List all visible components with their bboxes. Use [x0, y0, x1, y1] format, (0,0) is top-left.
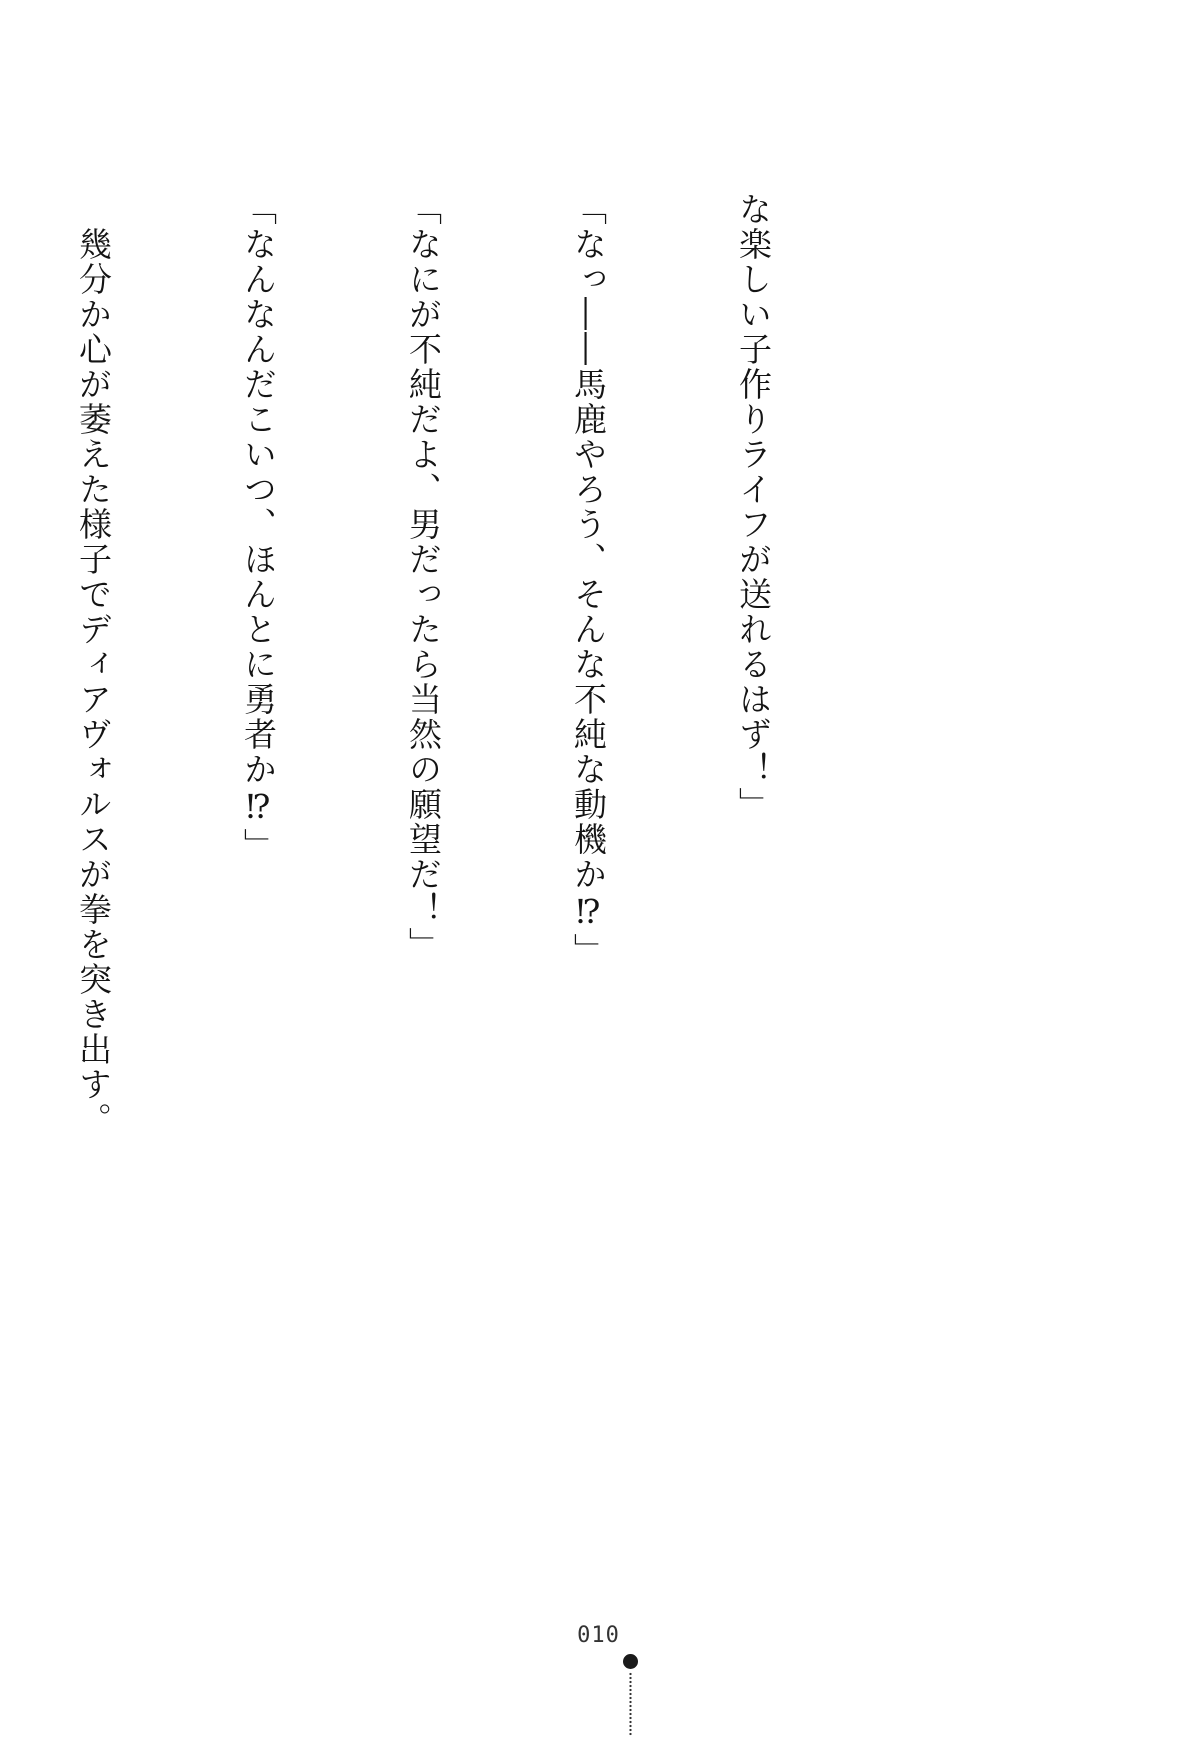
dotted-line-icon	[629, 1672, 632, 1736]
text-line: 「なにが不純だよ、男だったら当然の願望だ！」	[404, 192, 443, 962]
text-line: 「なんなんだこいつ、ほんとに勇者か⁉」	[239, 192, 278, 863]
page-ornament-dot-icon	[623, 1654, 638, 1669]
text-line: 幾分か心が萎えた様子でディアヴォルスが拳を突き出す。	[74, 192, 113, 1137]
text-line: 「なっ――馬鹿やろう、そんな不純な動機か⁉」	[569, 192, 608, 968]
page-number: 010	[577, 1623, 620, 1648]
text-line: な楽しい子作りライフが送れるはず！」	[734, 192, 773, 822]
vertical-text-block	[0, 192, 891, 1492]
